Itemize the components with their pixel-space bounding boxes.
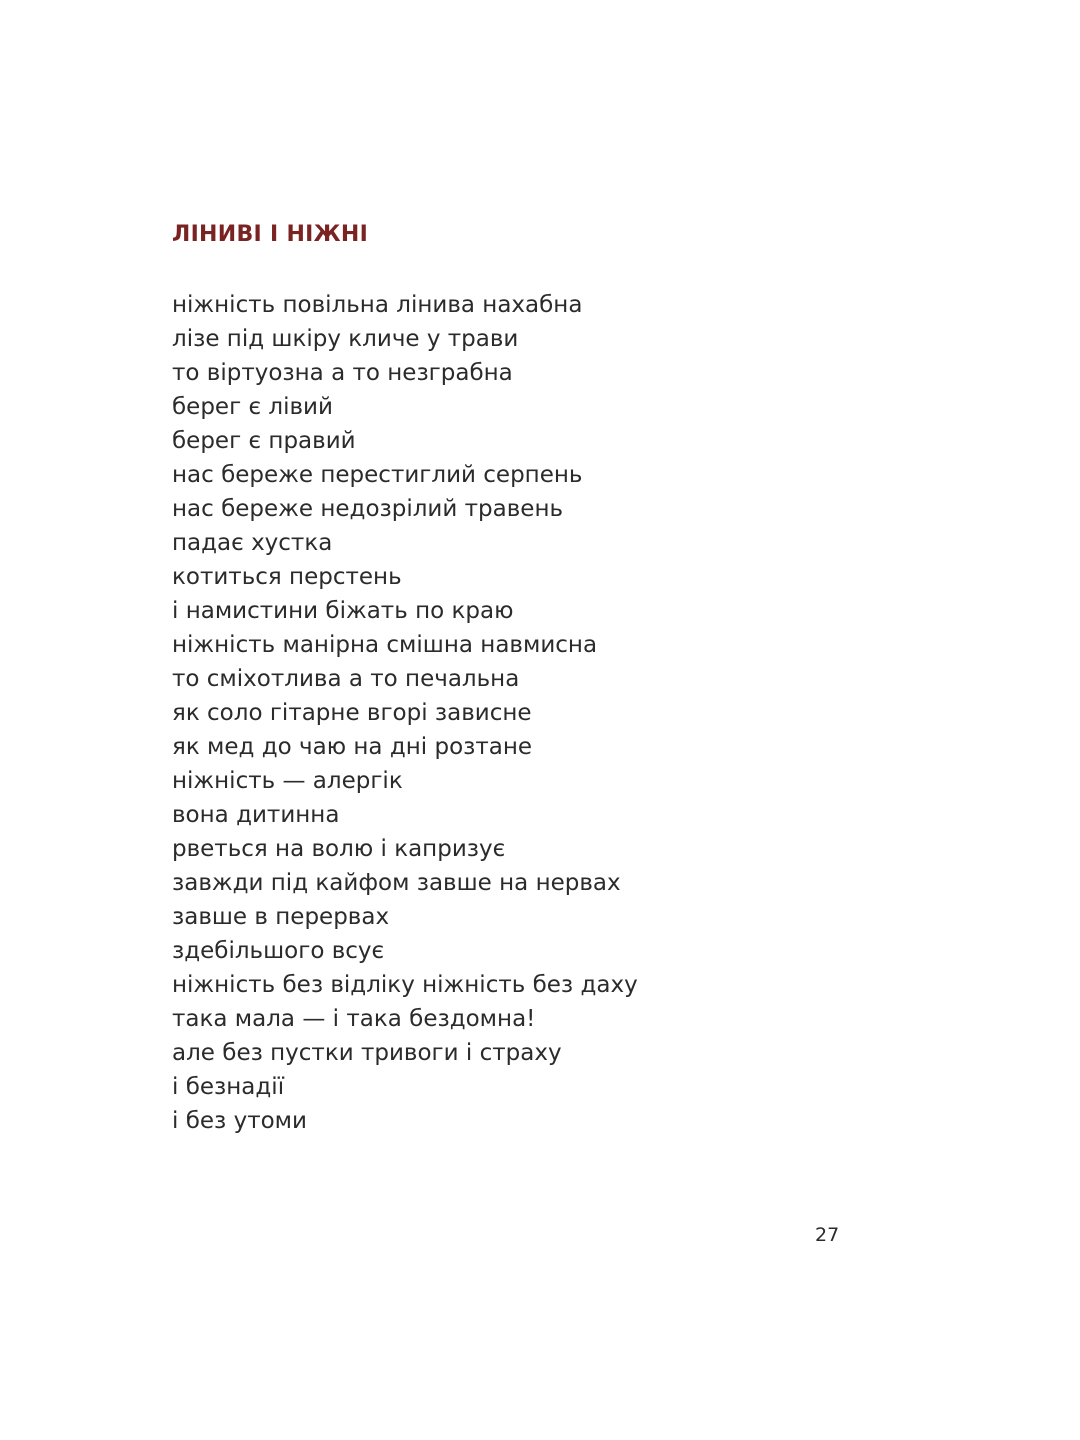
poem-line: то віртуозна а то незграбна [172, 360, 513, 386]
poem-line: як соло гітарне вгорі зависне [172, 700, 532, 726]
poem-line: але без пустки тривоги і страху [172, 1040, 562, 1066]
poem-title: ЛІНИВІ І НІЖНІ [172, 222, 369, 247]
poem-line: ніжність повільна лінива нахабна [172, 292, 583, 318]
poem-line: і безнадії [172, 1074, 285, 1100]
poem-line: то сміхотлива а то печальна [172, 666, 520, 692]
poem-line: падає хустка [172, 530, 333, 556]
poem-line: лізе під шкіру кличе у трави [172, 326, 519, 352]
poem-body [172, 288, 638, 1138]
poem-line: така мала — і така бездомна! [172, 1006, 536, 1032]
poem-line: ніжність без відліку ніжність без даху [172, 972, 638, 998]
poem-line: рветься на волю і капризує [172, 836, 506, 862]
poem-line: берег є лівий [172, 394, 333, 420]
poem-line: завжди під кайфом завше на нервах [172, 870, 621, 896]
poem-line: ніжність манірна смішна навмисна [172, 632, 598, 658]
poem-line: берег є правий [172, 428, 356, 454]
poem-line: здебільшого всує [172, 938, 385, 964]
poem-line: вона дитинна [172, 802, 340, 828]
poem-line: котиться перстень [172, 564, 402, 590]
poem-line: нас береже недозрілий травень [172, 496, 564, 522]
poem-line: ніжність — алергік [172, 768, 403, 794]
poem-line: нас береже перестиглий серпень [172, 462, 583, 488]
page-number: 27 [815, 1224, 840, 1246]
poem-line: як мед до чаю на дні розтане [172, 734, 533, 760]
poem-line: завше в перервах [172, 904, 390, 930]
poem-line: і намистини біжать по краю [172, 598, 514, 624]
poem-line: і без утоми [172, 1108, 307, 1134]
